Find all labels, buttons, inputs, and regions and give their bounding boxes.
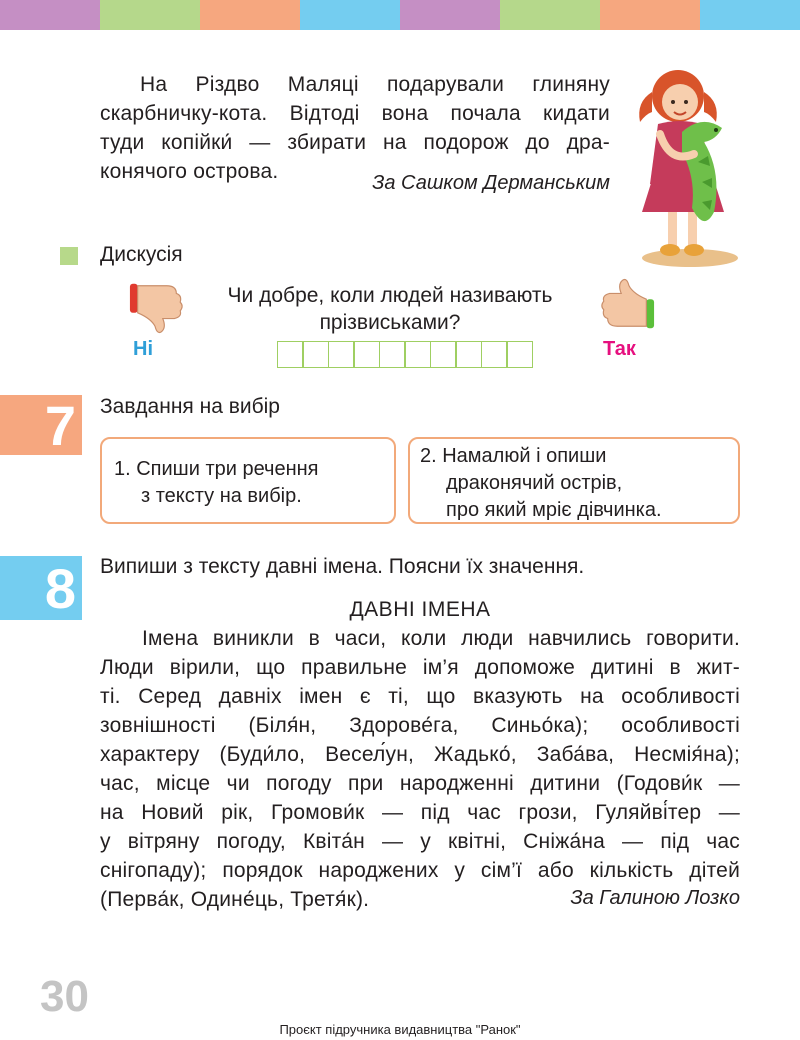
question-line: Чи добре, коли людей називають <box>227 284 553 307</box>
text-line: характеру (Буди́ло, Весел́ун, Жадько́, Заба́ва, Несмія́на); <box>100 743 740 766</box>
discussion-marker <box>60 247 78 265</box>
text-line: час, місце чи погоду при народженні дитини (Годови́к — <box>100 772 740 795</box>
story-line: На Різдво Маляці подарували глиняну <box>140 73 610 96</box>
top-color-bar <box>0 0 800 30</box>
top-bar-segment <box>300 0 400 30</box>
top-bar-segment <box>700 0 800 30</box>
ancient-names-text <box>100 624 740 914</box>
option-line: 1. Спиши три речення <box>114 458 319 480</box>
option-line: про який мріє дівчинка. <box>446 499 662 521</box>
story-author: За Сашком Дерманським <box>372 172 610 194</box>
text-line: на Новий рік, Громови́к — під час грози, Гуляйві́тер — <box>100 801 740 824</box>
page-number: 30 <box>40 972 89 1021</box>
task-7-option-1 <box>100 437 396 524</box>
task-7-number: 7 <box>0 395 82 455</box>
text-line: зовнішності (Біля́н, Здорове́га, Синьо́ка); особливості <box>100 714 740 737</box>
task-7-title: Завдання на вибір <box>100 395 280 418</box>
story-line: скарбничку-кота. Відтоді вона почала кидати <box>100 102 610 125</box>
footer-note: Проєкт підручника видавництва "Ранок" <box>279 1022 521 1037</box>
task-7-option-2 <box>408 437 740 524</box>
top-bar-segment <box>500 0 600 30</box>
scale-cell[interactable] <box>430 341 457 368</box>
task-8-number: 8 <box>0 556 82 620</box>
yes-label: Так <box>603 338 636 360</box>
question-line: прізвиськами? <box>319 311 461 334</box>
text-author: За Галиною Лозко <box>570 887 740 909</box>
thumbs-down-icon <box>126 278 188 336</box>
option-line: драконячий острів, <box>446 472 623 494</box>
story-line: туди копійки́ — збирати на подорож до дра- <box>100 131 610 154</box>
scale-cell[interactable] <box>353 341 380 368</box>
story-line: конячого острова. <box>100 160 279 183</box>
girl-with-dragon-illustration <box>630 62 742 268</box>
scale-cell[interactable] <box>328 341 355 368</box>
top-bar-segment <box>400 0 500 30</box>
discussion-question <box>190 282 590 336</box>
text-line: у вітряну погоду, Квіта́н — у квітні, Сніжа́на — під час <box>100 830 740 853</box>
text-heading: ДАВНІ ІМЕНА <box>349 598 491 621</box>
opinion-scale <box>278 341 533 368</box>
discussion-label: Дискусія <box>100 243 183 266</box>
option-line: 2. Намалюй і опиши <box>420 445 607 467</box>
top-bar-segment <box>200 0 300 30</box>
top-bar-segment <box>100 0 200 30</box>
task-8-title: Випиши з тексту давні імена. Поясни їх значення. <box>100 555 585 578</box>
top-bar-segment <box>0 0 100 30</box>
scale-cell[interactable] <box>455 341 482 368</box>
option-line: з тексту на вибір. <box>141 485 302 507</box>
no-label: Ні <box>133 338 153 360</box>
scale-cell[interactable] <box>277 341 304 368</box>
text-line: снігопаду); порядок народжених у сім’ї або кількість дітей <box>100 859 740 882</box>
text-line: Люди вірили, що правильне ім’я допоможе дитині в жит- <box>100 656 740 679</box>
scale-cell[interactable] <box>506 341 533 368</box>
text-line: Імена виникли в часи, коли люди навчились говорити. <box>142 627 740 650</box>
scale-cell[interactable] <box>302 341 329 368</box>
top-bar-segment <box>600 0 700 30</box>
text-line: ті. Серед давніх імен є ті, що вказують на особливості <box>100 685 740 708</box>
text-line: (Перва́к, Одине́ць, Третя́к). <box>100 888 370 911</box>
story-paragraph <box>100 70 610 186</box>
scale-cell[interactable] <box>379 341 406 368</box>
scale-cell[interactable] <box>481 341 508 368</box>
scale-cell[interactable] <box>404 341 431 368</box>
thumbs-up-icon <box>596 276 658 334</box>
